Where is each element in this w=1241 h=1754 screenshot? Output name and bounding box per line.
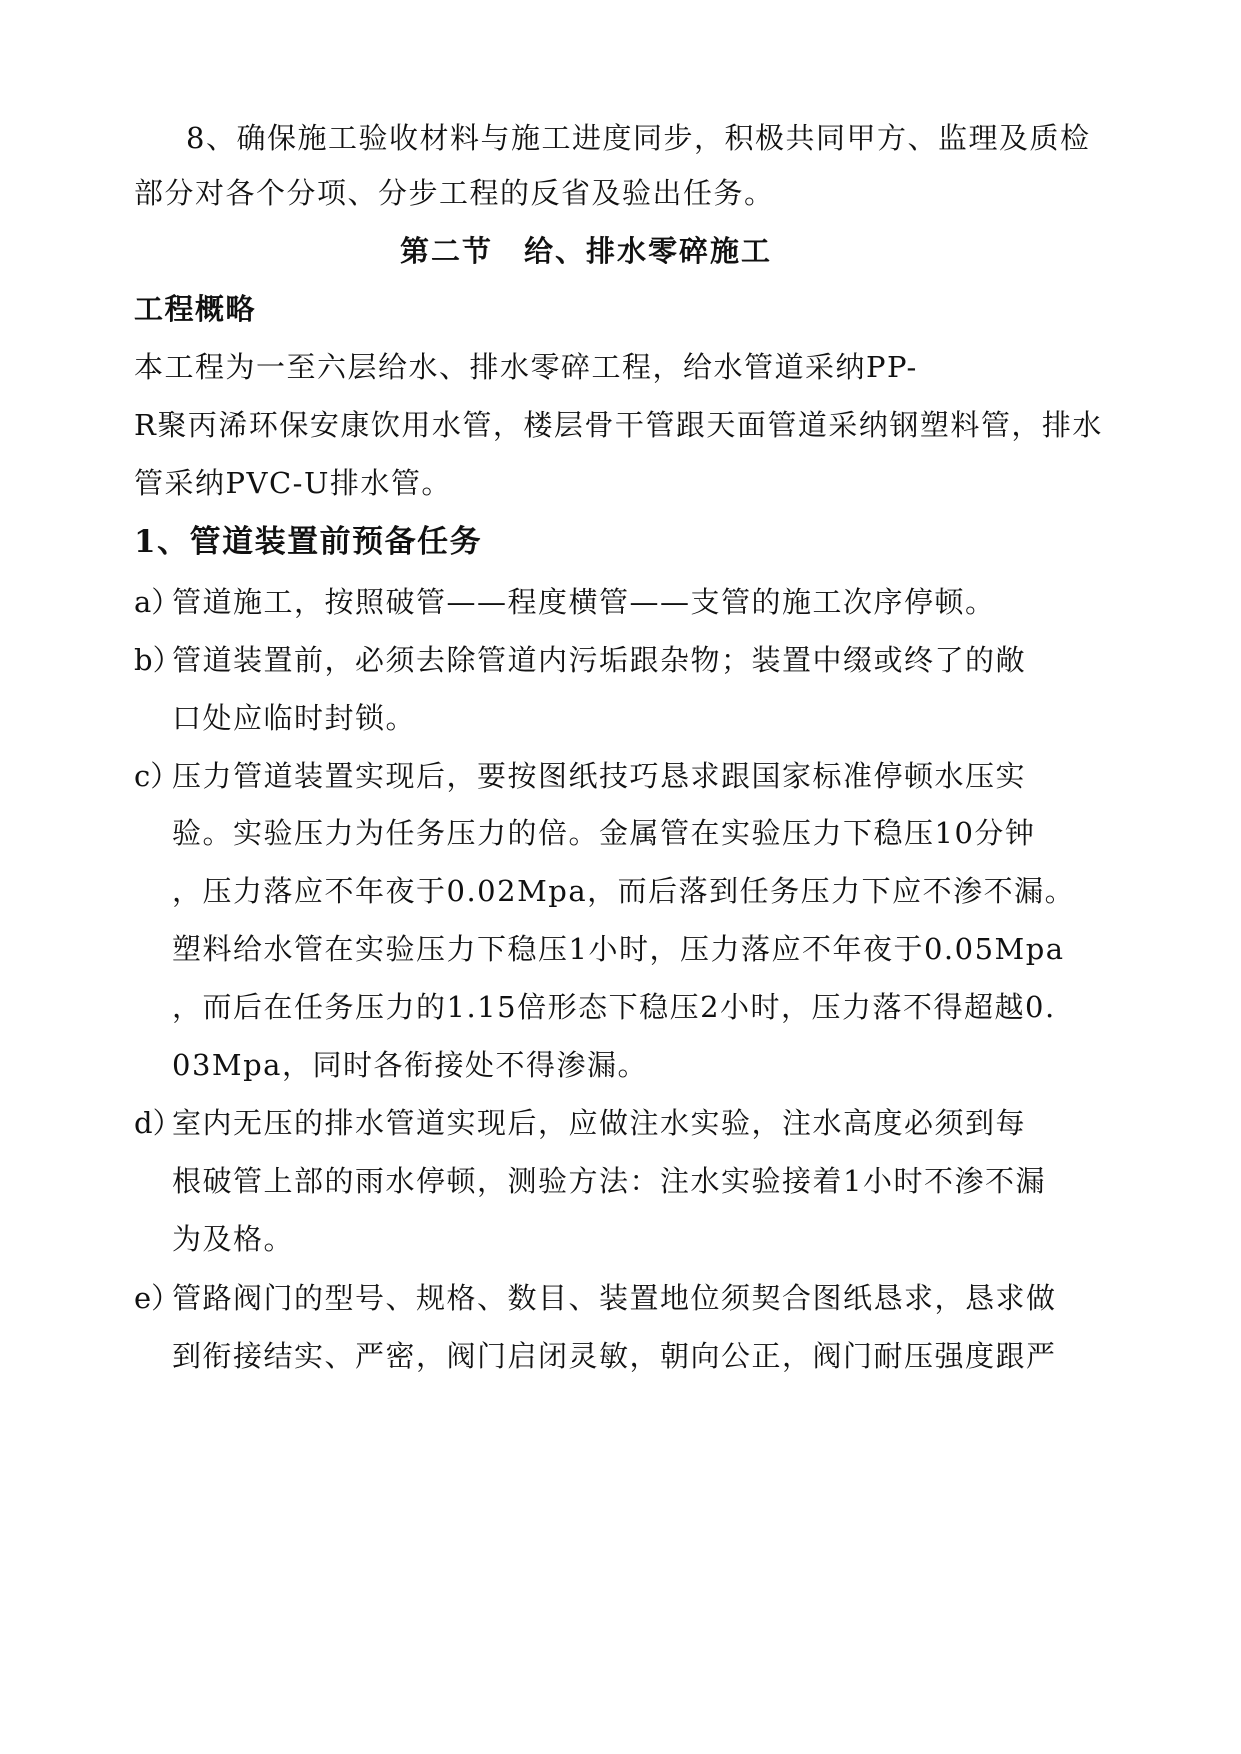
- list-marker-d: d）: [134, 1106, 182, 1140]
- intro-line-1: 8、确保施工验收材料与施工进度同步，积极共同甲方、监理及质检: [186, 121, 1091, 155]
- item-c-line-3: ，压力落应不年夜于0.02Mpa，而后落到任务压力下应不渗不漏。: [172, 874, 1076, 908]
- item-e-line-1: 管路阀门的型号、规格、数目、装置地位须契合图纸恳求，恳求做: [172, 1281, 1057, 1315]
- item-b-line-1: 管道装置前，必须去除管道内污垢跟杂物；装置中缀或终了的敞: [172, 643, 1027, 677]
- overview-heading: 工程概略: [134, 292, 257, 326]
- item-c-line-4: 塑料给水管在实验压力下稳压1小时，压力落应不年夜于0.05Mpa: [172, 932, 1065, 966]
- item-c-line-6: 03Mpa，同时各衔接处不得渗漏。: [172, 1048, 648, 1082]
- item-d-line-1: 室内无压的排水管道实现后，应做注水实验，注水高度必须到每: [172, 1106, 1027, 1140]
- overview-line-1: 本工程为一至六层给水、排水零碎工程，给水管道采纳PP-: [134, 350, 918, 384]
- list-marker-e: e）: [134, 1281, 181, 1315]
- overview-line-3: 管采纳PVC-U排水管。: [134, 466, 452, 500]
- item-a-line-1: 管道施工，按照破管——程度横管——支管的施工次序停顿。: [172, 585, 996, 619]
- item-c-line-2: 验。实验压力为任务压力的倍。金属管在实验压力下稳压10分钟: [172, 816, 1036, 850]
- item-b-line-2: 口处应临时封锁。: [172, 701, 417, 735]
- list-marker-c: c）: [134, 759, 180, 793]
- item-d-line-2: 根破管上部的雨水停顿，测验方法：注水实验接着1小时不渗不漏: [172, 1164, 1046, 1198]
- item-c-line-5: ，而后在任务压力的1.15倍形态下稳压2小时，压力落不得超越0.: [172, 990, 1056, 1024]
- item-d-line-3: 为及格。: [172, 1222, 295, 1256]
- item-c-line-1: 压力管道装置实现后，要按图纸技巧恳求跟国家标准停顿水压实: [172, 759, 1027, 793]
- overview-line-2: R聚丙浠环保安康饮用水管，楼层骨干管跟天面管道采纳钢塑料管，排水: [134, 408, 1103, 442]
- list-marker-a: a）: [134, 585, 181, 619]
- heading-pipe-preparation: 1、管道装置前预备任务: [134, 524, 483, 560]
- item-e-line-2: 到衔接结实、严密，阀门启闭灵敏，朝向公正，阀门耐压强度跟严: [172, 1339, 1057, 1373]
- intro-line-2: 部分对各个分项、分步工程的反省及验出任务。: [134, 176, 775, 210]
- list-marker-b: b）: [134, 643, 182, 677]
- section-title: 第二节 给、排水零碎施工: [400, 234, 773, 268]
